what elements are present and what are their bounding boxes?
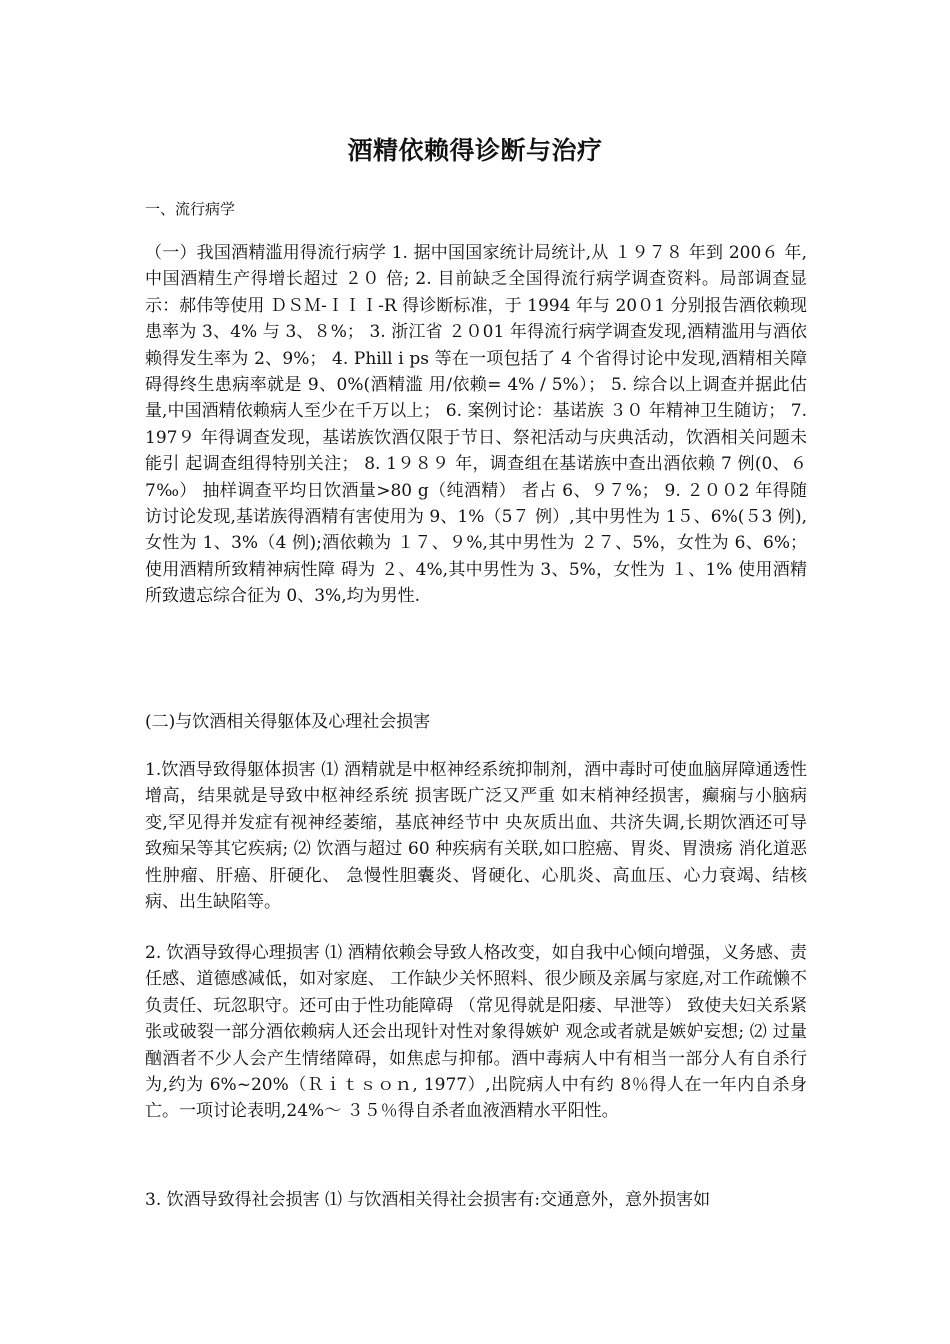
paragraph-psychological-harm: 2. 饮酒导致得心理损害 ⑴ 酒精依赖会导致人格改变，如自我中心倾向增强，义务感、责任感、道德感减低，如对家庭、 工作缺少关怀照料、很少顾及亲属与家庭,对工作疏懒不负责任、玩忽职守。还可由于性功能障碍 （常见得就是阳痿、早泄等） 致使夫妇关系紧张或破裂一部分酒依赖病人还会出现针对性对象得嫉妒 观念或者就是嫉妒妄想; ⑵ 过量酗酒者不少人会产生情绪障碍，如焦虑与抑郁。酒中毒病人中有相当一部分人有自杀行 为,约为 6%~20%（Ｒｉｔｓｏｎ, 1977）,出院病人中有约 8％得人在一年内自杀身亡。一项讨论表明,24%～ ３５％得自杀者血液酒精水平阳性。 (145, 943, 807, 1122)
document-title: 酒精依赖得诊断与治疗 (347, 136, 603, 165)
section-heading-epidemiology: 一、流行病学 (145, 200, 236, 218)
paragraph-alcohol-abuse-epidemiology: （一）我国酒精滥用得流行病学 1. 据中国国家统计局统计,从 １９７８ 年到 200６ 年, 中国酒精生产得增长超过 ２０ 倍; 2. 目前缺乏全国得流行病学调查资料。局部调查显示：郝伟等使用 ＤＳＭ-ＩＩＩ-R 得诊断标准，于 1994 年与 20０1 分别报告酒依赖现患率为 3、4% 与 3、８%； 3. 浙江省 ２０01 年得流行病学调查发现,酒精滥用与酒依赖得发生率为 2、9%； 4. Phill i ps 等在一项包括了 4 个省得讨论中发现,酒精相关障碍得终生患病率就是 9、0%(酒精滥 用/依赖= 4% / 5%）； 5. 综合以上调查并据此估量,中国酒精依赖病人至少在千万以上； 6. 案例讨论：基诺族 ３０ 年精神卫生随访； 7. 197９ 年得调查发现，基诺族饮酒仅限于节日、祭祀活动与庆典活动，饮酒相关问题未能引 起调查组得特别关注； 8. 1９８９ 年，调查组在基诺族中查出酒依赖 7 例(0、６7‰） 抽样调查平均日饮酒量>80 g（纯酒精） 者占 6、９７%； 9. ２００2 年得随访讨论发现,基诺族得酒精有害使用为 9、1%（5７ 例）,其中男性为 1５、6%(５3 例), 女性为 1、3%（4 例);酒依赖为 １７、９%,其中男性为 ２７、5%，女性为 6、6%；使用酒精所致精神病性障 碍为 ２、4%,其中男性为 3、5%，女性为 １、1% 使用酒精所致遗忘综合征为 0、3%,均为男性. (145, 243, 807, 607)
section-heading-drinking-harms: (二)与饮酒相关得躯体及心理社会损害 (145, 712, 431, 732)
paragraph-physical-harm: 1.饮酒导致得躯体损害 ⑴ 酒精就是中枢神经系统抑制剂，酒中毒时可使血脑屏障通透性增高，结果就是导致中枢神经系统 损害既广泛又严重 如末梢神经损害，癫痫与小脑病变,罕见得并发症有视神经萎缩，基底神经节中 央灰质出血、共济失调,长期饮酒还可导致痴呆等其它疾病; ⑵ 饮酒与超过 60 种疾病有关联,如口腔癌、胃炎、胃溃疡 消化道恶性肿瘤、肝癌、肝硬化、 急慢性胆囊炎、肾硬化、心肌炎、高血压、心力衰竭、结核病、出生缺陷等。 (145, 760, 807, 913)
paragraph-social-harm: 3. 饮酒导致得社会损害 ⑴ 与饮酒相关得社会损害有:交通意外，意外损害如 (145, 1190, 711, 1210)
